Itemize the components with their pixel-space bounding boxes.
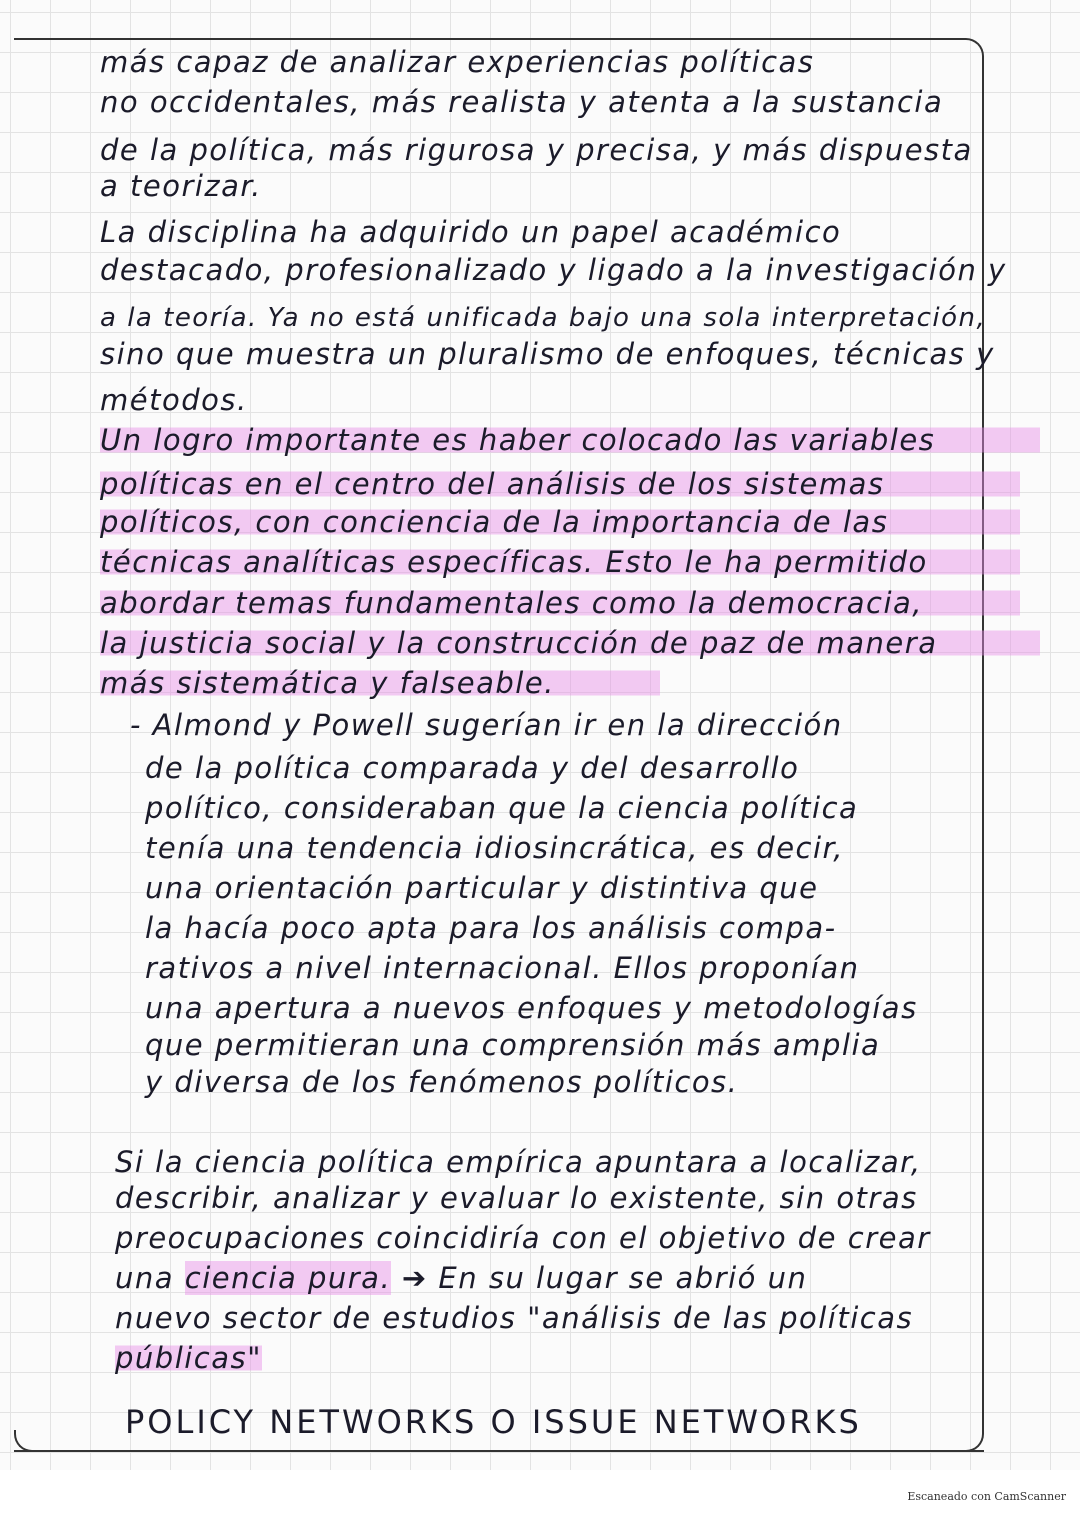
text-line: político, consideraban que la ciencia política: [145, 791, 859, 825]
text-line: que permitieran una comprensión más amplia: [145, 1028, 881, 1062]
text-line: la hacía poco apta para los análisis compa-: [145, 911, 837, 945]
text-segment: ➔ En su lugar se abrió un: [401, 1261, 808, 1295]
text-line: una orientación particular y distintiva que: [145, 871, 819, 905]
text-line: preocupaciones coincidiría con el objetivo de crear: [115, 1221, 931, 1255]
text-line: nuevo sector de estudios "análisis de las políticas: [115, 1301, 914, 1335]
scanner-watermark: Escaneado con CamScanner: [907, 1490, 1066, 1503]
text-line: Si la ciencia política empírica apuntara a localizar,: [115, 1145, 922, 1179]
text-line: más capaz de analizar experiencias políticas: [100, 45, 815, 79]
text-line: [115, 1260, 807, 1296]
text-line: tenía una tendencia idiosincrática, es decir,: [145, 831, 845, 865]
text-line: sino que muestra un pluralismo de enfoques, técnicas y: [100, 337, 995, 371]
highlighted-line: la justicia social y la construcción de paz de manera: [100, 625, 1040, 661]
text-line: y diversa de los fenómenos políticos.: [145, 1065, 739, 1099]
text-line: no occidentales, más realista y atenta a la sustancia: [100, 85, 944, 119]
highlighted-segment: ciencia pura.: [184, 1261, 392, 1295]
text-line: de la política comparada y del desarrollo: [145, 751, 800, 785]
text-line: una apertura a nuevos enfoques y metodologías: [145, 991, 918, 1025]
highlighted-line: técnicas analíticas específicas. Esto le ha permitido: [100, 544, 1020, 580]
highlighted-line: abordar temas fundamentales como la democracia,: [100, 585, 1020, 621]
highlighted-line: Un logro importante es haber colocado las variables: [100, 422, 1040, 458]
text-line: de la política, más rigurosa y precisa, y más dispuesta: [100, 133, 973, 167]
text-line: describir, analizar y evaluar lo existente, sin otras: [115, 1181, 918, 1215]
text-segment: una: [115, 1261, 175, 1295]
text-line: destacado, profesionalizado y ligado a la investigación y: [100, 253, 1007, 287]
highlighted-line: más sistemática y falseable.: [100, 665, 660, 701]
text-line: métodos.: [100, 383, 248, 417]
text-line: - Almond y Powell sugerían ir en la dirección: [130, 708, 843, 742]
text-line: a teorizar.: [100, 169, 262, 203]
text-line: a la teoría. Ya no está unificada bajo una sola interpretación,: [100, 303, 987, 333]
text-line: La disciplina ha adquirido un papel académico: [100, 215, 842, 249]
text-line: rativos a nivel internacional. Ellos proponían: [145, 951, 860, 985]
highlighted-line: políticos, con conciencia de la importancia de las: [100, 504, 1020, 540]
section-heading: POLICY NETWORKS O ISSUE NETWORKS: [125, 1403, 862, 1441]
highlighted-line: públicas": [115, 1341, 262, 1375]
highlighted-line: políticas en el centro del análisis de los sistemas: [100, 466, 1020, 502]
